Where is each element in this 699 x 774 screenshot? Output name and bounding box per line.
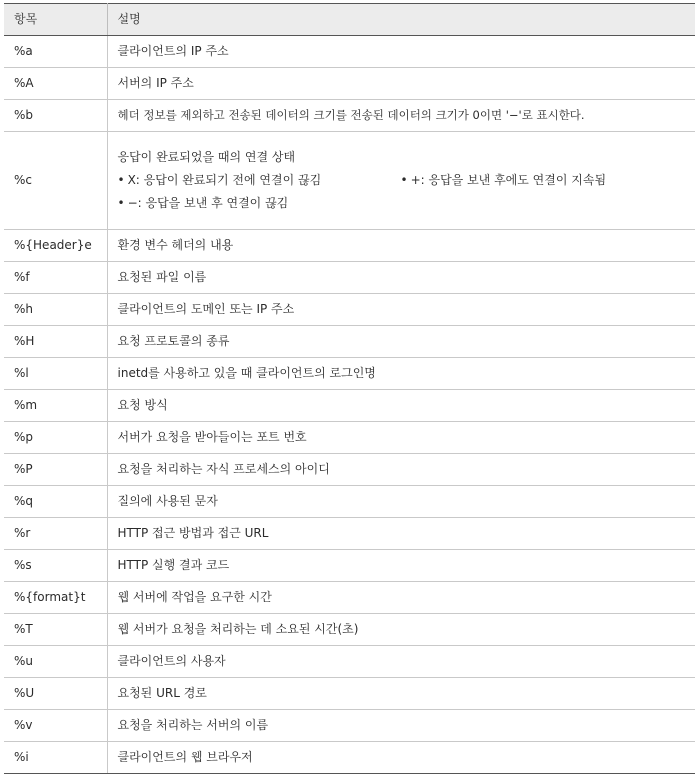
table-header-row: [4, 4, 695, 36]
row-key: %i: [4, 742, 107, 774]
table-row: [4, 390, 695, 422]
row-description: 서버의 IP 주소: [107, 68, 695, 100]
table-row: [4, 422, 695, 454]
row-key: %f: [4, 262, 107, 294]
bullet-item: [401, 169, 684, 192]
row-key: %U: [4, 678, 107, 710]
table-row: [4, 326, 695, 358]
bullet-line: [118, 169, 696, 192]
row-key: %c: [4, 132, 107, 230]
table-row: [4, 678, 695, 710]
table-row: [4, 132, 695, 230]
row-description: 클라이언트의 웹 브라우저: [107, 742, 695, 774]
row-key: %b: [4, 100, 107, 132]
format-table-container: [4, 3, 695, 774]
table-row: [4, 486, 695, 518]
row-description-cell: [107, 132, 695, 230]
row-description: HTTP 실행 결과 코드: [107, 550, 695, 582]
row-description: HTTP 접근 방법과 접근 URL: [107, 518, 695, 550]
table-row: [4, 550, 695, 582]
row-description: 요청 프로토콜의 종류: [107, 326, 695, 358]
table-row: [4, 100, 695, 132]
row-key: %l: [4, 358, 107, 390]
table-row: [4, 230, 695, 262]
row-key: %a: [4, 36, 107, 68]
table-row: [4, 454, 695, 486]
row-key: %p: [4, 422, 107, 454]
row-description: 요청 방식: [107, 390, 695, 422]
bullet-line: [118, 192, 696, 215]
row-description: 요청을 처리하는 자식 프로세스의 아이디: [107, 454, 695, 486]
row-key: %A: [4, 68, 107, 100]
table-row: [4, 614, 695, 646]
bullet-dot-icon: •: [117, 196, 125, 210]
row-description: 요청된 파일 이름: [107, 262, 695, 294]
row-description: 서버가 요청을 받아들이는 포트 번호: [107, 422, 695, 454]
table-row: [4, 646, 695, 678]
row-key: %m: [4, 390, 107, 422]
row-key: %P: [4, 454, 107, 486]
row-description: 헤더 정보를 제외하고 전송된 데이터의 크기를 전송된 데이터의 크기가 0이면 '−'로 표시한다.: [107, 100, 695, 132]
table-row: [4, 262, 695, 294]
bullet-text: X: 응답이 완료되기 전에 연결이 끊김: [127, 173, 322, 187]
table-row: [4, 358, 695, 390]
row-key: %{Header}e: [4, 230, 107, 262]
bullet-text: −: 응답을 보낸 후 연결이 끊김: [127, 196, 289, 210]
bullet-item: [118, 169, 401, 192]
header-item: 항목: [4, 4, 107, 36]
table-row: [4, 294, 695, 326]
row-description: 웹 서버가 요청을 처리하는 데 소요된 시간(초): [107, 614, 695, 646]
row-key: %u: [4, 646, 107, 678]
row-description: 요청된 URL 경로: [107, 678, 695, 710]
bullet-item: [118, 192, 401, 215]
table-row: [4, 582, 695, 614]
row-description: inetd를 사용하고 있을 때 클라이언트의 로그인명: [107, 358, 695, 390]
row-key: %q: [4, 486, 107, 518]
table-row: [4, 68, 695, 100]
row-key: %H: [4, 326, 107, 358]
row-key: %r: [4, 518, 107, 550]
bullet-text: +: 응답을 보낸 후에도 연결이 지속됨: [410, 173, 607, 187]
bullet-dot-icon: •: [400, 173, 408, 187]
table-row: [4, 742, 695, 774]
row-key: %v: [4, 710, 107, 742]
row-description: 클라이언트의 도메인 또는 IP 주소: [107, 294, 695, 326]
table-row: [4, 518, 695, 550]
bullet-dot-icon: •: [117, 173, 125, 187]
row-key: %s: [4, 550, 107, 582]
log-format-table: [4, 3, 695, 774]
row-description: 웹 서버에 작업을 요구한 시간: [107, 582, 695, 614]
table-row: [4, 36, 695, 68]
row-description: 클라이언트의 사용자: [107, 646, 695, 678]
row-description: 요청을 처리하는 서버의 이름: [107, 710, 695, 742]
table-row: [4, 710, 695, 742]
row-key: %{format}t: [4, 582, 107, 614]
row-description: 질의에 사용된 문자: [107, 486, 695, 518]
row-key: %T: [4, 614, 107, 646]
header-description: 설명: [107, 4, 695, 36]
row-description: 환경 변수 헤더의 내용: [107, 230, 695, 262]
row-description: 클라이언트의 IP 주소: [107, 36, 695, 68]
row-key: %h: [4, 294, 107, 326]
row-description: 응답이 완료되었을 때의 연결 상태: [117, 150, 296, 164]
